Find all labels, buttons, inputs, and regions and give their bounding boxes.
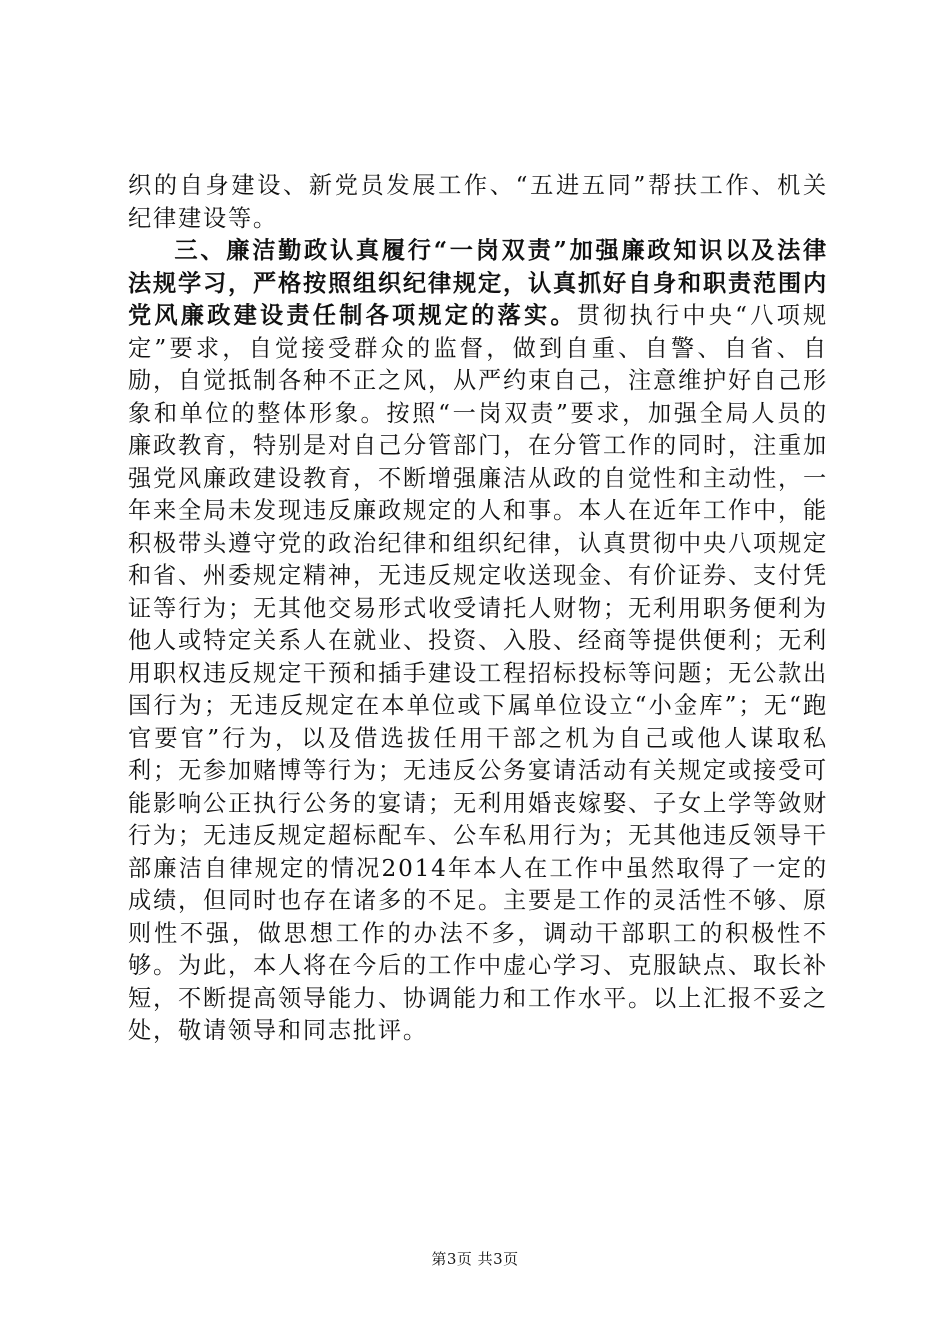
paragraph-section-three [128, 235, 828, 1048]
page-footer: 第3页 共3页 [431, 1250, 519, 1268]
paragraph-text: 织的自身建设、新党员发展工作、“五进五同”帮扶工作、机关纪律建设等。 [128, 172, 828, 232]
document-body [128, 170, 828, 1048]
paragraph-continuation [128, 170, 828, 235]
section-heading: 三、廉洁勤政认真履行“一岗双责”加强廉政知识以及法律法规学习，严格按照组织纪律规定，认真抓好自身和职责范围内党风廉政建设责任制各项规定的落实。 [128, 237, 828, 329]
paragraph-text: 贯彻执行中央“八项规定”要求，自觉接受群众的监督，做到自重、自警、自省、自励，自觉抵制各种不正之风，从严约束自己，注意维护好自己形象和单位的整体形象。按照“一岗双责”要求，加强全局人员的廉政教育，特别是对自己分管部门，在分管工作的同时，注重加强党风廉政建设教育，不断增强廉洁从政的自觉性和主动性，一年来全局未发现违反廉政规定的人和事。本人在近年工作中，能积极带头遵守党的政治纪律和组织纪律，认真贯彻中央八项规定和省、州委规定精神，无违反规定收送现金、有价证券、支付凭证等行为；无其他交易形式收受请托人财物；无利用职务便利为他人或特定关系人在就业、投资、入股、经商等提供便利；无利用职权违反规定干预和插手建设工程招标投标等问题；无公款出国行为；无违反规定在本单位或下属单位设立“小金库”；无“跑官要官”行为，以及借选拔任用干部之机为自己或他人谋取私利；无参加赌博等行为；无违反公务宴请活动有关规定或接受可能影响公正执行公务的宴请；无利用婚丧嫁娶、子女上学等敛财行为；无违反规定超标配车、公车私用行为；无其他违反领导干部廉洁自律规定的情况2014年本人在工作中虽然取得了一定的成绩，但同时也存在诸多的不足。主要是工作的灵活性不够、原则性不强，做思想工作的办法不多，调动干部职工的积极性不够。为此，本人将在今后的工作中虚心学习、克服缺点、取长补短，不断提高领导能力、协调能力和工作水平。以上汇报不妥之处，敬请领导和同志批评。 [128, 302, 828, 1044]
